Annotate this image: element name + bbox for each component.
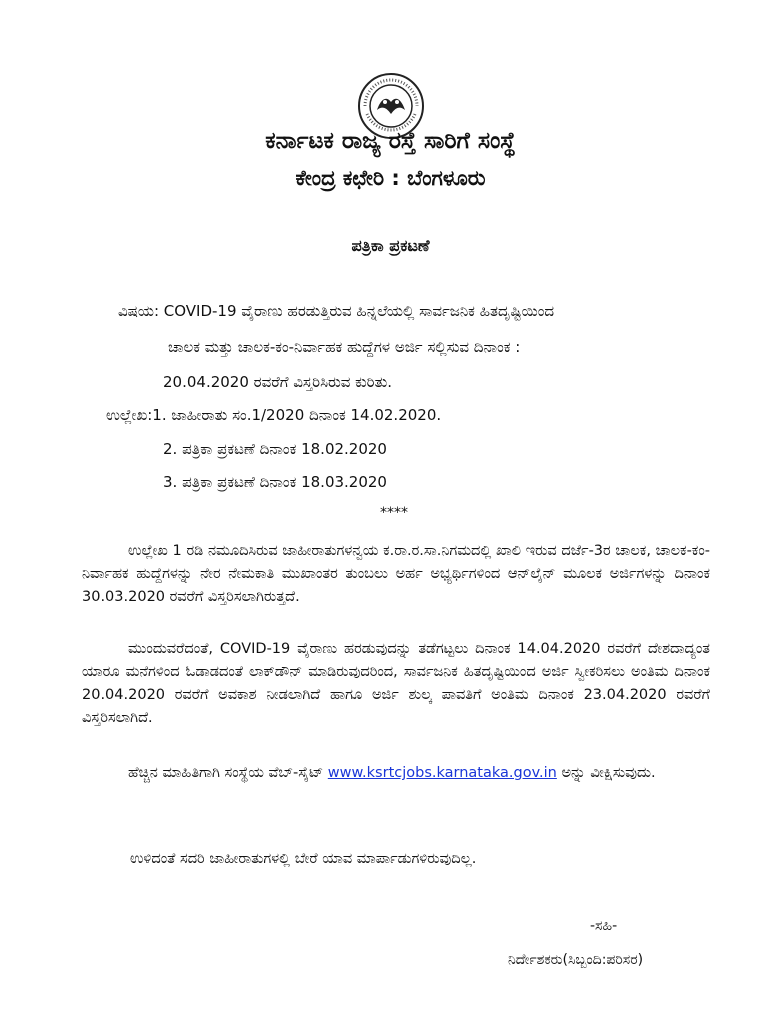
paragraph-1: [82, 540, 710, 609]
subject-line-3: 20.04.2020 ರವರೆಗೆ ವಿಸ್ತರಿಸಿರುವ ಕುರಿತು.: [163, 373, 393, 391]
reference-1: ಉಲ್ಲೇಖ:1. ಜಾಹೀರಾತು ಸಂ.1/2020 ದಿನಾಂಕ 14.02.2020.: [106, 406, 442, 424]
paragraph-3-text-before: ಹೆಚ್ಚಿನ ಮಾಹಿತಿಗಾಗಿ ಸಂಸ್ಥೆಯ ವೆಬ್-ಸೈಟ್: [128, 765, 328, 781]
paragraph-2-text: ಮುಂದುವರೆದಂತೆ, COVID-19 ವೈರಾಣು ಹರಡುವುದನ್ನು ತಡೆಗಟ್ಟಲು ದಿನಾಂಕ 14.04.2020 ರವರೆಗೆ ದೇಶದಾದ್ಯಂತ ಯಾರೂ ಮನೆಗಳಿಂದ ಓಡಾಡದಂತೆ ಲಾಕ್‌ಡೌನ್ ಮಾಡಿರುವುದರಿಂದ, ಸಾರ್ವಜನಿಕ ಹಿತದೃಷ್ಟಿಯಿಂದ ಅರ್ಜಿ ಸ್ವೀಕರಿಸಲು ಅಂತಿಮ ದಿನಾಂಕ 20.04.2020 ರವರೆಗೆ ಅವಕಾಶ ನೀಡಲಾಗಿದೆ ಹಾಗೂ ಅರ್ಜಿ ಶುಲ್ಕ ಪಾವತಿಗೆ ಅಂತಿಮ ದಿನಾಂಕ 23.04.2020 ರವರೆಗೆ ವಿಸ್ತರಿಸಲಾಗಿದೆ.: [82, 641, 710, 726]
paragraph-3-text-after: ಅನ್ನು ವೀಕ್ಷಿಸುವುದು.: [556, 765, 656, 781]
reference-2: 2. ಪತ್ರಿಕಾ ಪ್ರಕಟಣೆ ದಿನಾಂಕ 18.02.2020: [163, 440, 387, 458]
paragraph-1-text: ಉಲ್ಲೇಖ 1 ರಡಿ ನಮೂದಿಸಿರುವ ಜಾಹೀರಾತುಗಳನ್ವಯ ಕ.ರಾ.ರ.ಸಾ.ನಿಗಮದಲ್ಲಿ ಖಾಲಿ ಇರುವ ದರ್ಜೆ-3ರ ಚಾಲಕ, ಚಾಲಕ-ಕಂ-ನಿರ್ವಾಹಕ ಹುದ್ದೆಗಳನ್ನು ನೇರ ನೇಮಕಾತಿ ಮುಖಾಂತರ ತುಂಬಲು ಅರ್ಹ ಅಭ್ಯರ್ಥಿಗಳಿಂದ ಆನ್‌ಲೈನ್ ಮೂಲಕ ಅರ್ಜಿಗಳನ್ನು ದಿನಾಂಕ 30.03.2020 ರವರೆಗೆ ವಿಸ್ತರಿಸಲಾಗಿರುತ್ತದೆ.: [82, 543, 710, 605]
subject-line-1: ವಿಷಯ: COVID-19 ವೈರಾಣು ಹರಡುತ್ತಿರುವ ಹಿನ್ನಲೆಯಲ್ಲಿ ಸಾರ್ವಜನಿಕ ಹಿತದೃಷ್ಟಿಯಿಂದ: [118, 302, 555, 320]
paragraph-2: [82, 638, 710, 730]
subject-line-2: ಚಾಲಕ ಮತ್ತು ಚಾಲಕ-ಕಂ-ನಿರ್ವಾಹಕ ಹುದ್ದೆಗಳ ಅರ್ಜಿ ಸಲ್ಲಿಸುವ ದಿನಾಂಕ :: [168, 338, 521, 356]
signature-mark: -ಸಹಿ-: [590, 918, 618, 934]
reference-3: 3. ಪತ್ರಿಕಾ ಪ್ರಕಟಣೆ ದಿನಾಂಕ 18.03.2020: [163, 473, 387, 491]
section-separator: ****: [380, 505, 408, 521]
signatory-title: ನಿರ್ದೇಶಕರು(ಸಿಬ್ಬಂದಿ:ಪರಿಸರ): [508, 952, 644, 968]
paragraph-3: [82, 762, 710, 785]
office-location: ಕೇಂದ್ರ ಕಛೇರಿ : ಬೆಂಗಳೂರು: [295, 166, 486, 190]
press-release-title: ಪತ್ರಿಕಾ ಪ್ರಕಟಣೆ: [351, 236, 430, 255]
organization-name: ಕರ್ನಾಟಕ ರಾಜ್ಯ ರಸ್ತೆ ಸಾರಿಗೆ ಸಂಸ್ಥೆ: [265, 128, 516, 154]
paragraph-4: ಉಳಿದಂತೆ ಸದರಿ ಜಾಹೀರಾತುಗಳಲ್ಲಿ ಬೇರೆ ಯಾವ ಮಾರ್ಪಾಡುಗಳಿರುವುದಿಲ್ಲ.: [130, 851, 477, 867]
website-link[interactable]: www.ksrtcjobs.karnataka.gov.in: [327, 765, 557, 781]
